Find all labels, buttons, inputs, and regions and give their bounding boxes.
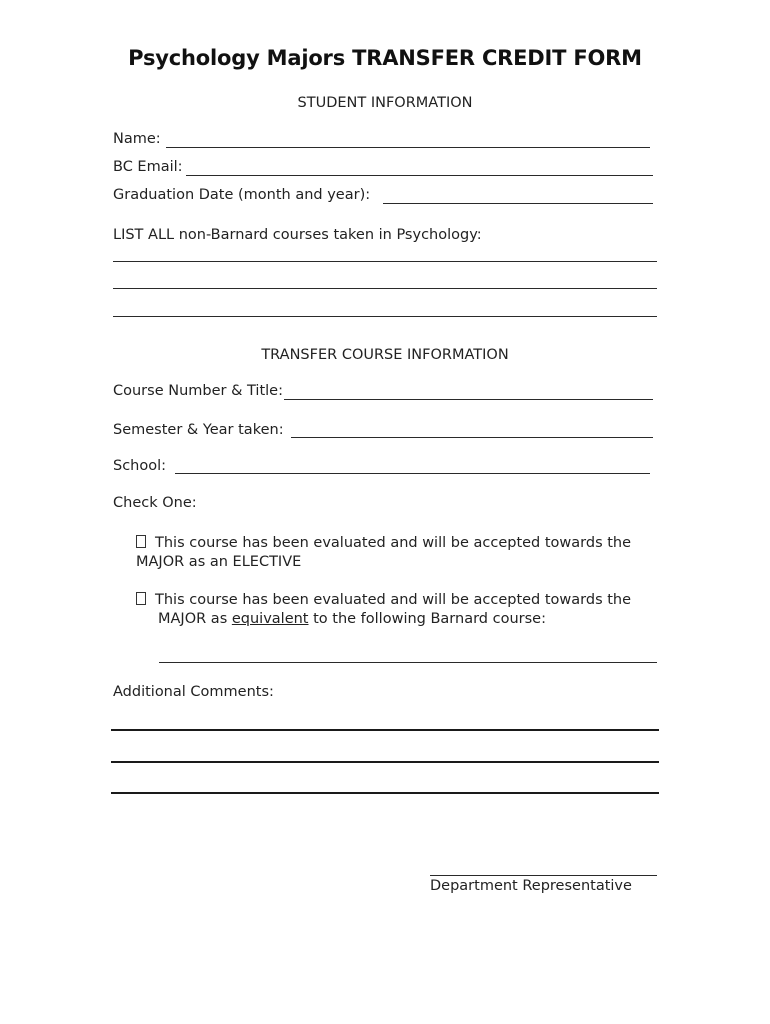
comments-line-1[interactable] — [111, 729, 659, 731]
email-field[interactable] — [186, 175, 653, 176]
graduation-date-label: Graduation Date (month and year): — [113, 187, 371, 203]
equivalent-checkbox[interactable] — [136, 592, 146, 605]
name-label: Name: — [113, 131, 161, 147]
courses-line-3[interactable] — [113, 316, 657, 317]
email-label: BC Email: — [113, 159, 183, 175]
semester-field[interactable] — [291, 437, 653, 438]
elective-checkbox[interactable] — [136, 535, 146, 548]
option-equivalent-line2: MAJOR as equivalent to the following Barnard course: — [158, 611, 546, 627]
equivalent-word: equivalent — [231, 611, 309, 627]
form-title: Psychology Majors TRANSFER CREDIT FORM — [128, 46, 642, 70]
signature-label: Department Representative — [430, 878, 632, 894]
comments-line-3[interactable] — [111, 792, 659, 794]
student-info-heading: STUDENT INFORMATION — [297, 95, 473, 111]
course-title-field[interactable] — [284, 399, 653, 400]
school-field[interactable] — [175, 473, 650, 474]
signature-line[interactable] — [430, 875, 657, 876]
option-equivalent-line1: This course has been evaluated and will be accepted towards the — [155, 592, 632, 608]
courses-list-label: LIST ALL non-Barnard courses taken in Psychology: — [113, 227, 482, 243]
transfer-info-heading: TRANSFER COURSE INFORMATION — [261, 347, 509, 363]
graduation-date-field[interactable] — [383, 203, 653, 204]
courses-line-1[interactable] — [113, 261, 657, 262]
semester-label: Semester & Year taken: — [113, 422, 284, 438]
option-equivalent — [136, 591, 631, 629]
option-elective — [136, 534, 631, 572]
option-elective-line2: MAJOR as an ELECTIVE — [136, 554, 302, 570]
comments-line-2[interactable] — [111, 761, 659, 763]
barnard-course-field[interactable] — [159, 662, 657, 663]
name-field[interactable] — [166, 147, 650, 148]
courses-line-2[interactable] — [113, 288, 657, 289]
option-elective-line1: This course has been evaluated and will be accepted towards the — [155, 535, 632, 551]
check-one-label: Check One: — [113, 495, 197, 511]
course-title-label: Course Number & Title: — [113, 383, 283, 399]
school-label: School: — [113, 458, 167, 474]
comments-label: Additional Comments: — [113, 684, 274, 700]
